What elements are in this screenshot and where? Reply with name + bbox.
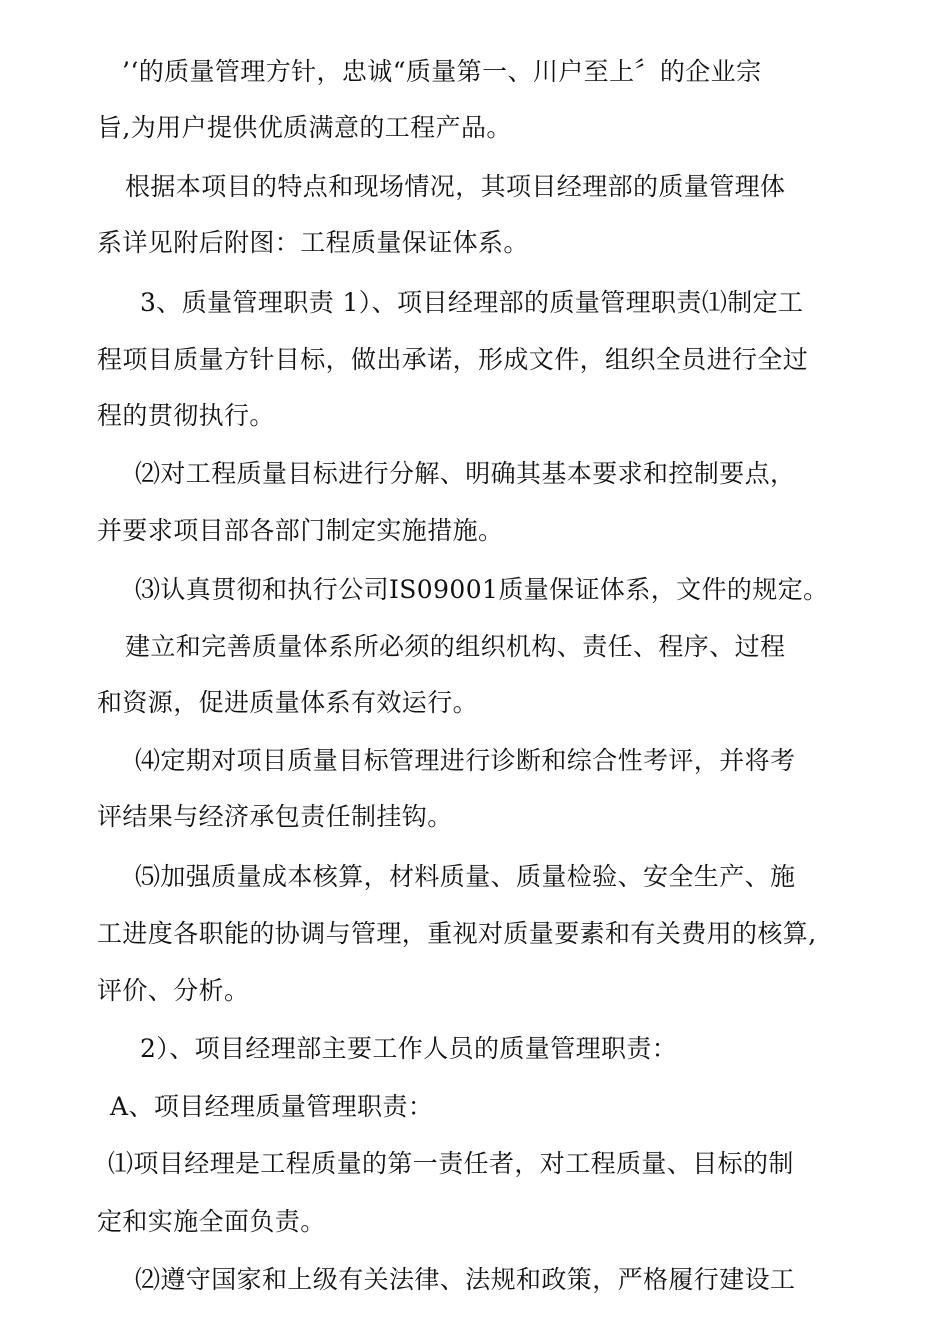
paragraph-line: ⑵对工程质量目标进行分解、明确其基本要求和控制要点， — [135, 459, 796, 488]
paragraph-line: 3、质量管理职责 1）、项目经理部的质量管理职责⑴制定工 — [140, 288, 804, 317]
paragraph-line: ’‘的质量管理方针，忠诚“质量第一、川户至上〞的企业宗 — [122, 57, 762, 86]
paragraph-line: ⑸加强质量成本核算，材料质量、质量检验、安全生产、施 — [135, 862, 796, 891]
paragraph-line: 并要求项目部各部门制定实施措施。 — [97, 516, 504, 545]
paragraph-line: A、项目经理质量管理职责： — [110, 1092, 434, 1121]
paragraph-line: ⑴项目经理是工程质量的第一责任者，对工程质量、目标的制 — [108, 1149, 794, 1178]
paragraph-line: 2）、项目经理部主要工作人员的质量管理职责： — [140, 1034, 678, 1063]
paragraph-line: ⑷定期对项目质量目标管理进行诊断和综合性考评，并将考 — [135, 746, 796, 775]
paragraph-line: 定和实施全面负责。 — [97, 1207, 326, 1236]
paragraph-line: 工进度各职能的协调与管理，重视对质量要素和有关费用的核算, — [97, 919, 817, 948]
paragraph-line: 系详见附后附图：工程质量保证体系。 — [97, 228, 529, 257]
paragraph-line: 根据本项目的特点和现场情况，其项目经理部的质量管理体 — [125, 172, 786, 201]
paragraph-line: 程的贯彻执行。 — [97, 401, 275, 430]
paragraph-line: 评价、分析。 — [97, 976, 250, 1005]
paragraph-line: ⑵遵守国家和上级有关法律、法规和政策，严格履行建设工 — [135, 1265, 796, 1294]
paragraph-line: 建立和完善质量体系所必须的组织机构、责任、程序、过程 — [125, 632, 786, 661]
paragraph-line: 程项目质量方针目标，做出承诺，形成文件，组织全员进行全过 — [97, 345, 809, 374]
paragraph-line: 旨,为用户提供优质满意的工程产品。 — [97, 113, 512, 142]
paragraph-line: 评结果与经济承包责任制挂钩。 — [97, 802, 453, 831]
paragraph-line: ⑶认真贯彻和执行公司IS09001质量保证体系，文件的规定。 — [135, 575, 829, 604]
paragraph-line: 和资源，促进质量体系有效运行。 — [97, 688, 479, 717]
